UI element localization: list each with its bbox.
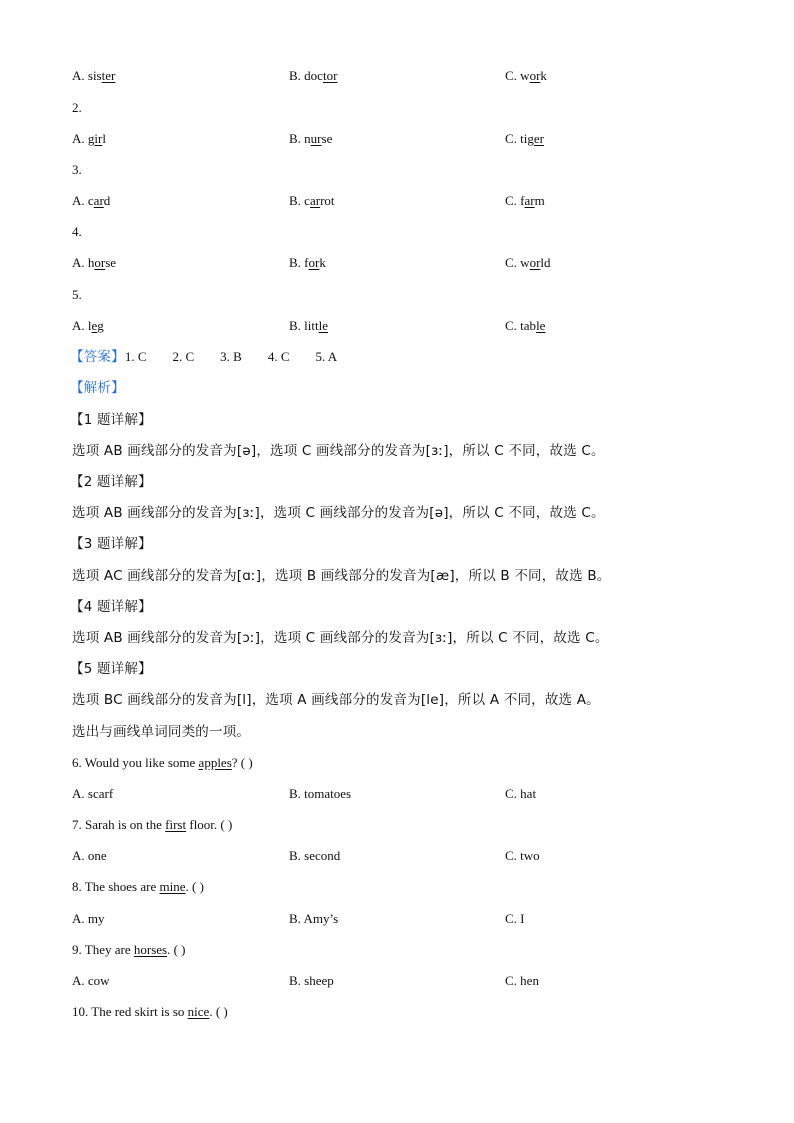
detail-5-text: 选项 BC 画线部分的发音为[l]，选项 A 画线部分的发音为[le]，所以 A 不同，故选 A。 [72, 692, 600, 708]
q6-option-b: B. tomatoes [289, 786, 352, 801]
q6-option-a: A. scarf [72, 786, 114, 801]
q2-option-c: C. tiger [505, 131, 545, 146]
q3-option-b: B. carrot [289, 193, 335, 208]
detail-5-heading: 【5 题详解】 [70, 661, 152, 677]
q4-option-c: C. world [505, 255, 551, 270]
q7-option-a: A. one [72, 848, 107, 863]
q5-option-c: C. table [505, 318, 546, 333]
q3-number: 3. [72, 162, 82, 177]
answer-4: 4. C [267, 349, 290, 364]
q9-option-c: C. hen [505, 973, 539, 988]
detail-3-heading: 【3 题详解】 [70, 536, 152, 552]
answer-row [70, 349, 337, 365]
q8-option-b: B. Amy’s [289, 911, 339, 926]
q4-option-a: A. horse [72, 255, 117, 270]
q4-option-b: B. fork [289, 255, 326, 270]
section-instruction: 选出与画线单词同类的一项。 [72, 724, 251, 740]
detail-4-heading: 【4 题详解】 [70, 599, 152, 615]
detail-1-heading: 【1 题详解】 [70, 412, 152, 428]
q9-option-a: A. cow [72, 973, 110, 988]
q1-option-c: C. work [505, 68, 547, 83]
answer-3: 3. B [220, 349, 242, 364]
q2-option-b: B. nurse [289, 131, 333, 146]
q8-stem: 8. The shoes are mine. ( ) [72, 879, 204, 894]
detail-2-text: 选项 AB 画线部分的发音为[ɜː]，选项 C 画线部分的发音为[ə]，所以 C 不同，故选 C。 [72, 505, 605, 521]
q1-option-b: B. doctor [289, 68, 338, 83]
q6-option-c: C. hat [505, 786, 537, 801]
detail-3-text: 选项 AC 画线部分的发音为[ɑː]，选项 B 画线部分的发音为[æ]，所以 B 不同，故选 B。 [72, 568, 611, 584]
q7-stem: 7. Sarah is on the first floor. ( ) [72, 817, 233, 832]
q5-number: 5. [72, 287, 82, 302]
q7-option-c: C. two [505, 848, 540, 863]
q3-option-a: A. card [72, 193, 111, 208]
q2-option-a: A. girl [72, 131, 106, 146]
q8-option-a: A. my [72, 911, 105, 926]
q9-stem: 9. They are horses. ( ) [72, 942, 186, 957]
q5-option-b: B. little [289, 318, 329, 333]
q5-option-a: A. leg [72, 318, 104, 333]
q9-option-b: B. sheep [289, 973, 334, 988]
q3-option-c: C. farm [505, 193, 545, 208]
q7-option-b: B. second [289, 848, 341, 863]
answer-5: 5. A [315, 349, 338, 364]
detail-2-heading: 【2 题详解】 [70, 474, 152, 490]
answer-2: 2. C [172, 349, 195, 364]
q1-option-a: A. sister [72, 68, 116, 83]
q8-option-c: C. I [505, 911, 525, 926]
q6-stem: 6. Would you like some apples? ( ) [72, 755, 253, 770]
q10-stem: 10. The red skirt is so nice. ( ) [72, 1004, 228, 1019]
answer-tag: 【答案】 [70, 349, 125, 365]
q2-number: 2. [72, 100, 82, 115]
analysis-tag: 【解析】 [70, 380, 125, 396]
detail-4-text: 选项 AB 画线部分的发音为[ɔː]，选项 C 画线部分的发音为[ɜː]，所以 C 不同，故选 C。 [72, 630, 609, 646]
answer-1: 1. C [124, 349, 147, 364]
detail-1-text: 选项 AB 画线部分的发音为[ə]，选项 C 画线部分的发音为[ɜː]，所以 C 不同，故选 C。 [72, 443, 605, 459]
q4-number: 4. [72, 224, 82, 239]
